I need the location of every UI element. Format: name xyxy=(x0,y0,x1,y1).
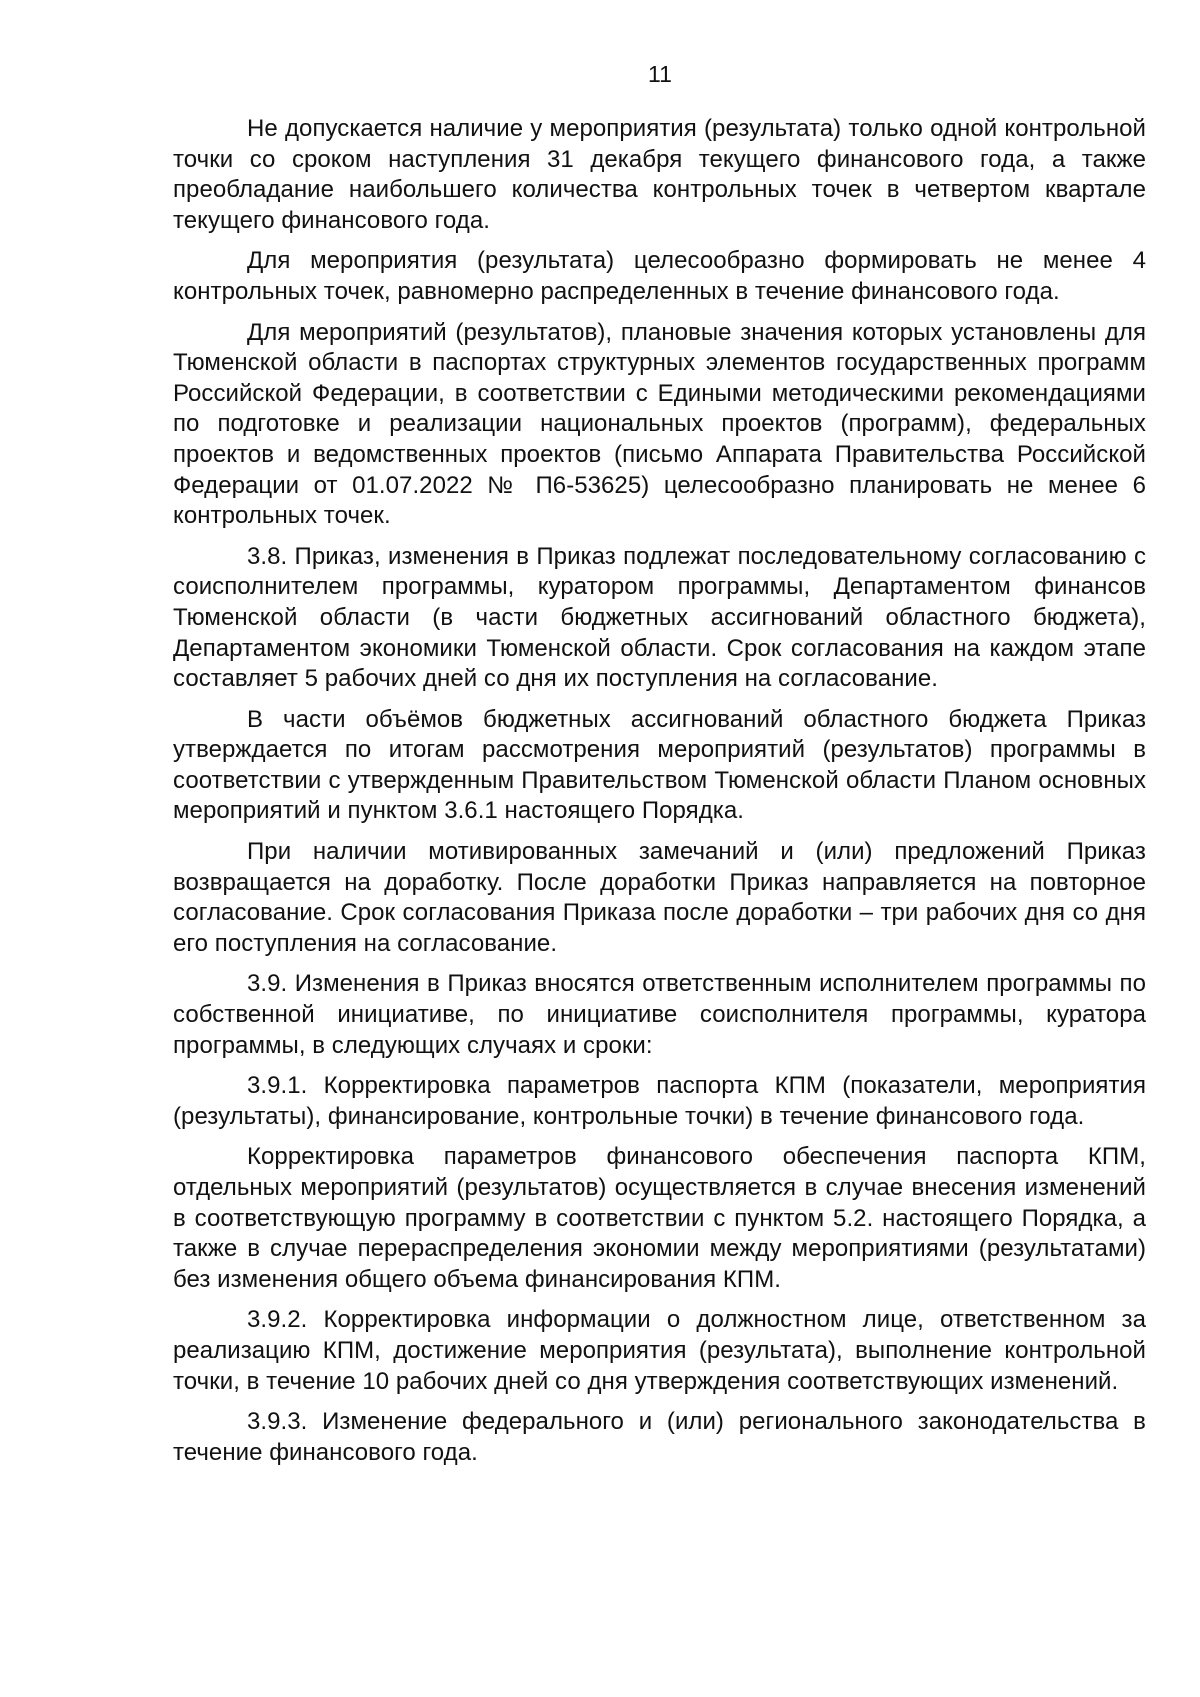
paragraph-checkpoint-minimum: Для мероприятия (результата) целесообразно формировать не менее 4 контрольных точек, равномерно распределенных в течение финансового года. xyxy=(173,247,1146,305)
paragraph-checkpoint-restriction: Не допускается наличие у мероприятия (результата) только одной контрольной точки со сроком наступления 31 декабря текущего финансового года, а также преобладание наибольшего количества контрольных точек в четвертом квартале текущего финансового года. xyxy=(173,115,1146,234)
paragraph-3-9-2: 3.9.2. Корректировка информации о должностном лице, ответственном за реализацию КПМ, достижение мероприятия (результата), выполнение контрольной точки, в течение 10 рабочих дней со дня утверждения соответствующих изменений. xyxy=(173,1306,1146,1395)
paragraph-budget-approval: В части объёмов бюджетных ассигнований областного бюджета Приказ утверждается по итогам рассмотрения мероприятий (результатов) программы в соответствии с утвержденным Правительством Тюменской области Планом основных мероприятий и пунктом 3.6.1 настоящего Порядка. xyxy=(173,705,1146,825)
paragraph-revision: При наличии мотивированных замечаний и (или) предложений Приказ возвращается на доработку. После доработки Приказ направляется на повторное согласование. Срок согласования Приказа после доработки – три рабочих дня со дня его поступления на согласование. xyxy=(173,838,1146,957)
paragraph-3-9: 3.9. Изменения в Приказ вносятся ответственным исполнителем программы по собственной инициативе, по инициативе соисполнителя программы, куратора программы, в следующих случаях и сроки: xyxy=(173,970,1146,1059)
paragraph-3-9-3: 3.9.3. Изменение федерального и (или) регионального законодательства в течение финансового года. xyxy=(173,1408,1146,1466)
document-body xyxy=(173,114,1146,1478)
paragraph-3-9-1: 3.9.1. Корректировка параметров паспорта КПМ (показатели, мероприятия (результаты), финансирование, контрольные точки) в течение финансового года. xyxy=(173,1072,1146,1130)
paragraph-3-8: 3.8. Приказ, изменения в Приказ подлежат последовательному согласованию с соисполнителем программы, куратором программы, Департаментом финансов Тюменской области (в части бюджетных ассигнований областного бюджета), Департаментом экономики Тюменской области. Срок согласования на каждом этапе составляет 5 рабочих дней со дня их поступления на согласование. xyxy=(173,542,1146,693)
page-number: 11 xyxy=(648,61,672,87)
paragraph-federal-results: Для мероприятий (результатов), плановые значения которых установлены для Тюменской области в паспортах структурных элементов государственных программ Российской Федерации, в соответствии с Едиными методическими рекомендациями по подготовке и реализации национальных проектов (программ), федеральных проектов и ведомственных проектов (письмо Аппарата Правительства Российской Федерации от 01.07.2022 № П6-53625) целесообразно планировать не менее 6 контрольных точек. xyxy=(173,318,1146,530)
paragraph-financial-adjustment: Корректировка параметров финансового обеспечения паспорта КПМ, отдельных мероприятий (результатов) осуществляется в случае внесения изменений в соответствующую программу в соответствии с пунктом 5.2. настоящего Порядка, а также в случае перераспределения экономии между мероприятиями (результатами) без изменения общего объема финансирования КПМ. xyxy=(173,1143,1146,1293)
